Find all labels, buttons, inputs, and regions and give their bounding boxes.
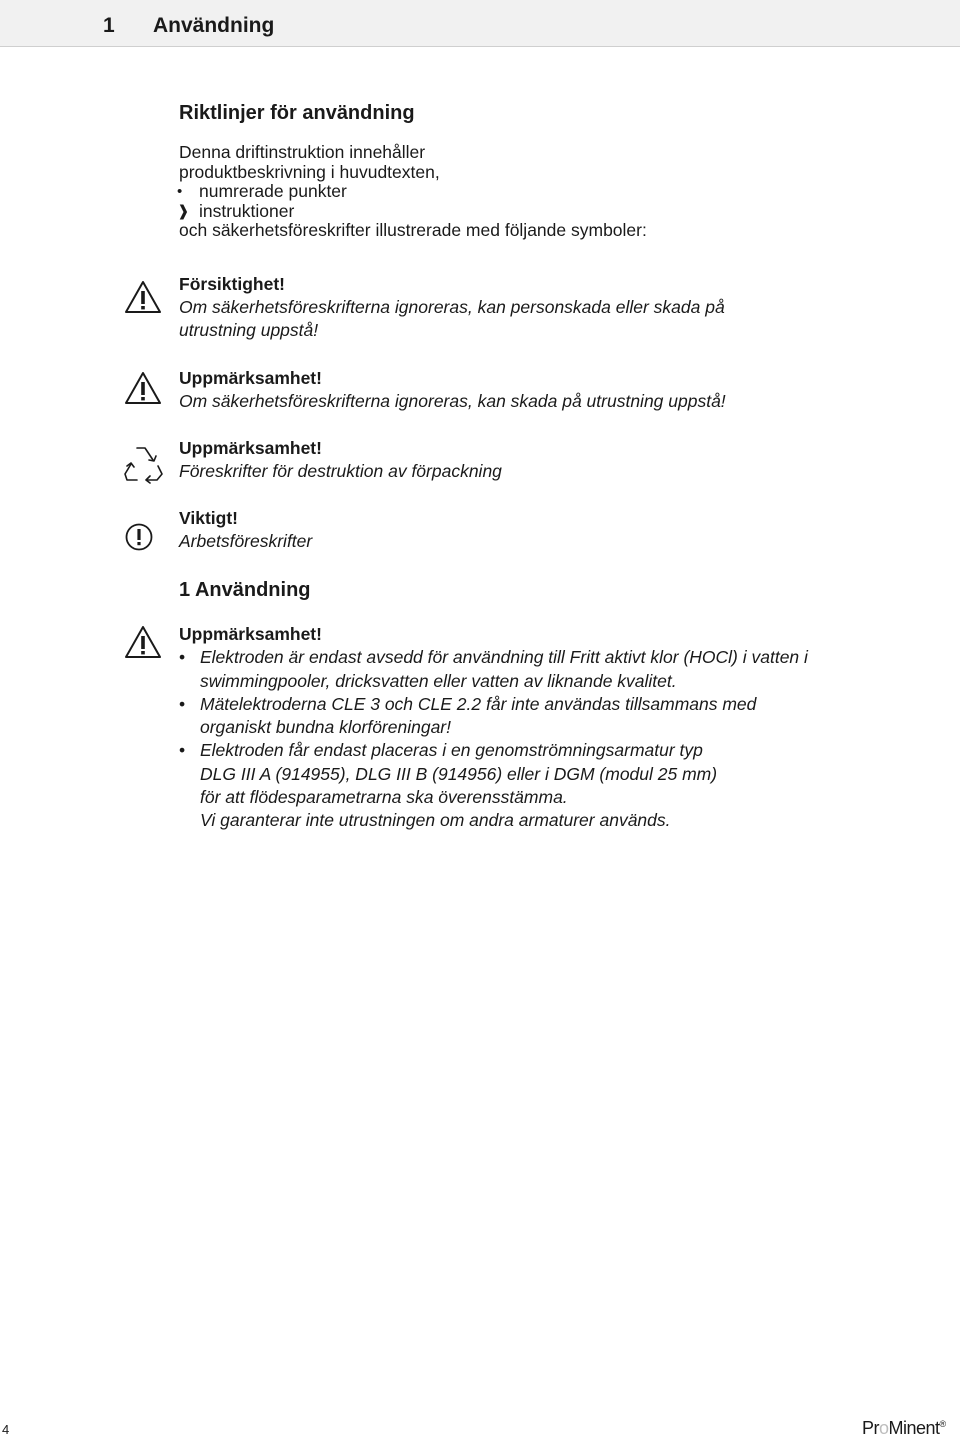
- intro-instruction-row: [179, 202, 647, 222]
- note-text: Föreskrifter för destruktion av förpackning: [179, 461, 502, 481]
- guidelines-intro: [179, 143, 647, 241]
- list-item: [179, 646, 899, 693]
- registered-mark: ®: [939, 1419, 946, 1429]
- note-label: Uppmärksamhet!: [179, 368, 322, 388]
- chapter-header: [0, 0, 960, 47]
- list-item-text: organiskt bundna klorföreningar!: [200, 717, 451, 738]
- exclamation-circle-icon: [124, 522, 154, 552]
- intro-line: och säkerhetsföreskrifter illustrerade med följande symboler:: [179, 220, 647, 240]
- note-text: Om säkerhetsföreskrifterna ignoreras, kan personskada eller skada på: [179, 297, 725, 317]
- section-number: 1: [179, 579, 191, 601]
- list-item-text: DLG III A (914955), DLG III B (914956) eller i DGM (modul 25 mm): [200, 763, 718, 784]
- prominent-logo: [862, 1418, 946, 1439]
- list-item-text: Mätelektroderna CLE 3 och CLE 2.2 får inte användas tillsammans med: [200, 693, 757, 714]
- caution-note: [179, 273, 725, 342]
- note-label: Uppmärksamhet!: [179, 624, 322, 644]
- list-item-text: Vi garanterar inte utrustningen om andra armaturer används.: [200, 810, 671, 831]
- instruction-marker: ❱: [177, 202, 190, 220]
- list-item-text: Elektroden är endast avsedd för användning till Fritt aktivt klor (HOCl) i vatten i: [200, 647, 808, 668]
- note-text: Arbetsföreskrifter: [179, 531, 313, 551]
- intro-line: produktbeskrivning i huvudtexten,: [179, 161, 440, 182]
- guidelines-title: Riktlinjer för användning: [179, 102, 415, 124]
- logo-part: Minent: [888, 1418, 940, 1438]
- bullet-marker: •: [179, 693, 186, 714]
- logo-part: o: [879, 1418, 889, 1438]
- recycling-icon: [123, 442, 163, 484]
- list-item-text: Elektroden får endast placeras i en genomströmningsarmatur typ: [200, 740, 703, 761]
- warning-triangle-icon: [124, 625, 162, 659]
- note-text: utrustning uppstå!: [179, 320, 319, 340]
- bullet-marker: •: [179, 647, 186, 668]
- page-number: 4: [2, 1422, 10, 1437]
- intro-instruction-text: instruktioner: [199, 200, 295, 221]
- note-label: Viktigt!: [179, 508, 238, 528]
- logo-part: Pr: [862, 1418, 879, 1438]
- section-title: Användning: [194, 579, 311, 601]
- warning-triangle-icon: [124, 280, 162, 314]
- list-item: [179, 739, 899, 832]
- list-item-text: för att flödesparametrarna ska överensstämma.: [200, 787, 568, 808]
- usage-note: [179, 623, 899, 833]
- note-text: Om säkerhetsföreskrifterna ignoreras, kan skada på utrustning uppstå!: [179, 391, 726, 411]
- note-label: Försiktighet!: [179, 274, 285, 294]
- list-item: [179, 693, 899, 740]
- bullet-marker: •: [179, 740, 186, 761]
- attention-note: [179, 367, 726, 413]
- intro-line: Denna driftinstruktion innehåller: [179, 142, 426, 162]
- list-item-text: swimmingpooler, dricksvatten eller vatten av liknande kvalitet.: [200, 670, 677, 691]
- disposal-note: [179, 437, 502, 483]
- chapter-number: 1: [103, 14, 115, 37]
- section-heading: [179, 579, 311, 602]
- chapter-title: Användning: [153, 14, 275, 37]
- intro-bullet-text: numrerade punkter: [199, 181, 347, 201]
- bullet-marker: •: [177, 183, 183, 200]
- note-label: Uppmärksamhet!: [179, 438, 322, 458]
- important-note: [179, 507, 312, 553]
- intro-bullet-row: [179, 182, 647, 202]
- warning-triangle-icon: [124, 371, 162, 405]
